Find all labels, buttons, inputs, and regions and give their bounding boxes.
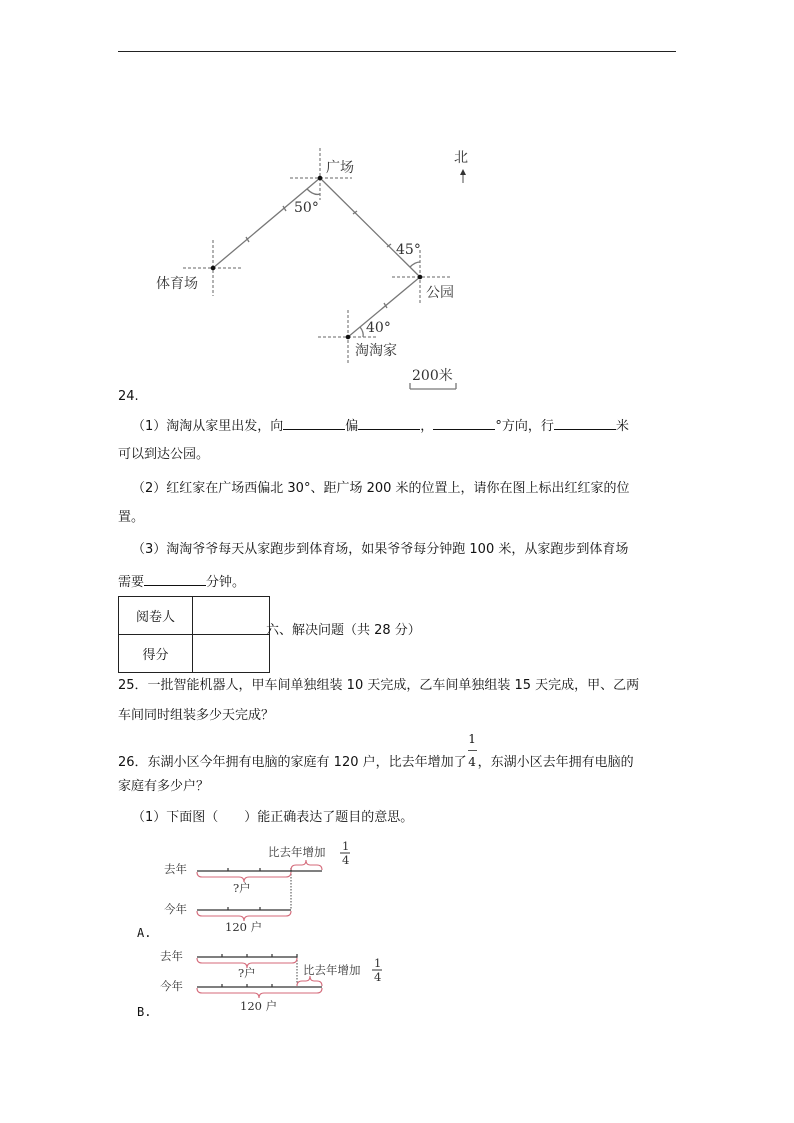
frac-num: 1	[374, 956, 382, 970]
q26-sub1: （1）下面图（ ）能正确表达了题目的意思。	[132, 810, 414, 825]
option-a-label[interactable]: A.	[137, 926, 152, 940]
label-count: 120 户	[225, 920, 263, 934]
text: 需要	[118, 575, 145, 590]
text: °方向，行	[495, 419, 554, 434]
angle-home: 40°	[366, 320, 391, 336]
label-park: 公园	[426, 285, 454, 301]
q24-part2-cont: 置。	[118, 510, 145, 525]
q24-part3-cont	[118, 573, 245, 591]
label-increase: 比去年增加	[303, 963, 361, 977]
q26-line1	[118, 732, 634, 771]
q25-line1: 25．一批智能机器人，甲车间单独组装 10 天完成，乙车间单独组装 15 天完成，甲、乙两	[118, 678, 640, 693]
answer-blank-direction[interactable]	[283, 417, 345, 430]
q24-part3: （3）淘淘爷爷每天从家跑步到体育场，如果爷爷每分钟跑 100 米，从家跑步到体育场	[132, 542, 629, 557]
section-title: 六、解决问题（共 28 分）	[266, 623, 421, 638]
label-home: 淘淘家	[355, 343, 397, 359]
q26-fraction	[467, 732, 478, 770]
q26-line2: 家庭有多少户？	[118, 779, 210, 794]
reviewer-label: 阅卷人	[119, 597, 193, 635]
label-north: 北	[454, 150, 468, 166]
label-this-year: 今年	[160, 979, 183, 993]
q24-part1-cont: 可以到达公园。	[118, 447, 210, 462]
angle-plaza: 50°	[294, 200, 319, 216]
text: 分钟。	[206, 575, 246, 590]
frac-num: 1	[342, 839, 350, 853]
text: 偏	[345, 419, 359, 434]
label-last-year: 去年	[160, 949, 183, 963]
q25-line2: 车间同时组装多少天完成？	[118, 708, 275, 723]
q24-part1	[132, 417, 629, 435]
score-cell[interactable]	[193, 635, 270, 673]
reviewer-cell[interactable]	[193, 597, 270, 635]
angle-park: 45°	[396, 242, 421, 258]
route-lines	[213, 172, 463, 389]
answer-blank-distance[interactable]	[554, 417, 616, 430]
question-number-24: 24.	[118, 389, 139, 404]
text: （1）淘淘从家里出发，向	[132, 419, 284, 434]
label-unknown: ?户	[238, 966, 256, 980]
text: 米	[615, 419, 629, 434]
q26-frac-den: 4	[468, 755, 476, 769]
label-this-year: 今年	[164, 902, 187, 916]
text: ，东湖小区去年拥有电脑的	[477, 755, 634, 770]
bar-diagram-b	[160, 949, 382, 1013]
scale-label: 200米	[412, 368, 453, 384]
score-table	[118, 596, 270, 673]
q24-part2: （2）红红家在广场西偏北 30°、距广场 200 米的位置上，请你在图上标出红红家的位	[132, 481, 630, 496]
north-arrow-icon	[460, 169, 466, 175]
label-stadium: 体育场	[156, 276, 198, 292]
fraction-bar	[468, 750, 477, 751]
frac-den: 4	[342, 853, 350, 867]
answer-blank-angle[interactable]	[433, 417, 495, 430]
q26-frac-num: 1	[468, 732, 476, 746]
answer-blank-direction2[interactable]	[358, 417, 420, 430]
label-unknown: ?户	[233, 881, 251, 895]
label-count: 120 户	[240, 999, 278, 1013]
label-plaza: 广场	[326, 160, 354, 176]
text: ，	[420, 419, 434, 434]
frac-den: 4	[374, 970, 382, 984]
text: 26．东湖小区今年拥有电脑的家庭有 120 户，比去年增加了	[118, 755, 467, 770]
label-increase: 比去年增加	[268, 845, 326, 859]
answer-blank-minutes[interactable]	[144, 573, 206, 586]
label-last-year: 去年	[164, 862, 187, 876]
score-label: 得分	[119, 635, 193, 673]
bar-diagram-a	[164, 839, 350, 934]
option-b-label[interactable]: B.	[137, 1005, 152, 1019]
